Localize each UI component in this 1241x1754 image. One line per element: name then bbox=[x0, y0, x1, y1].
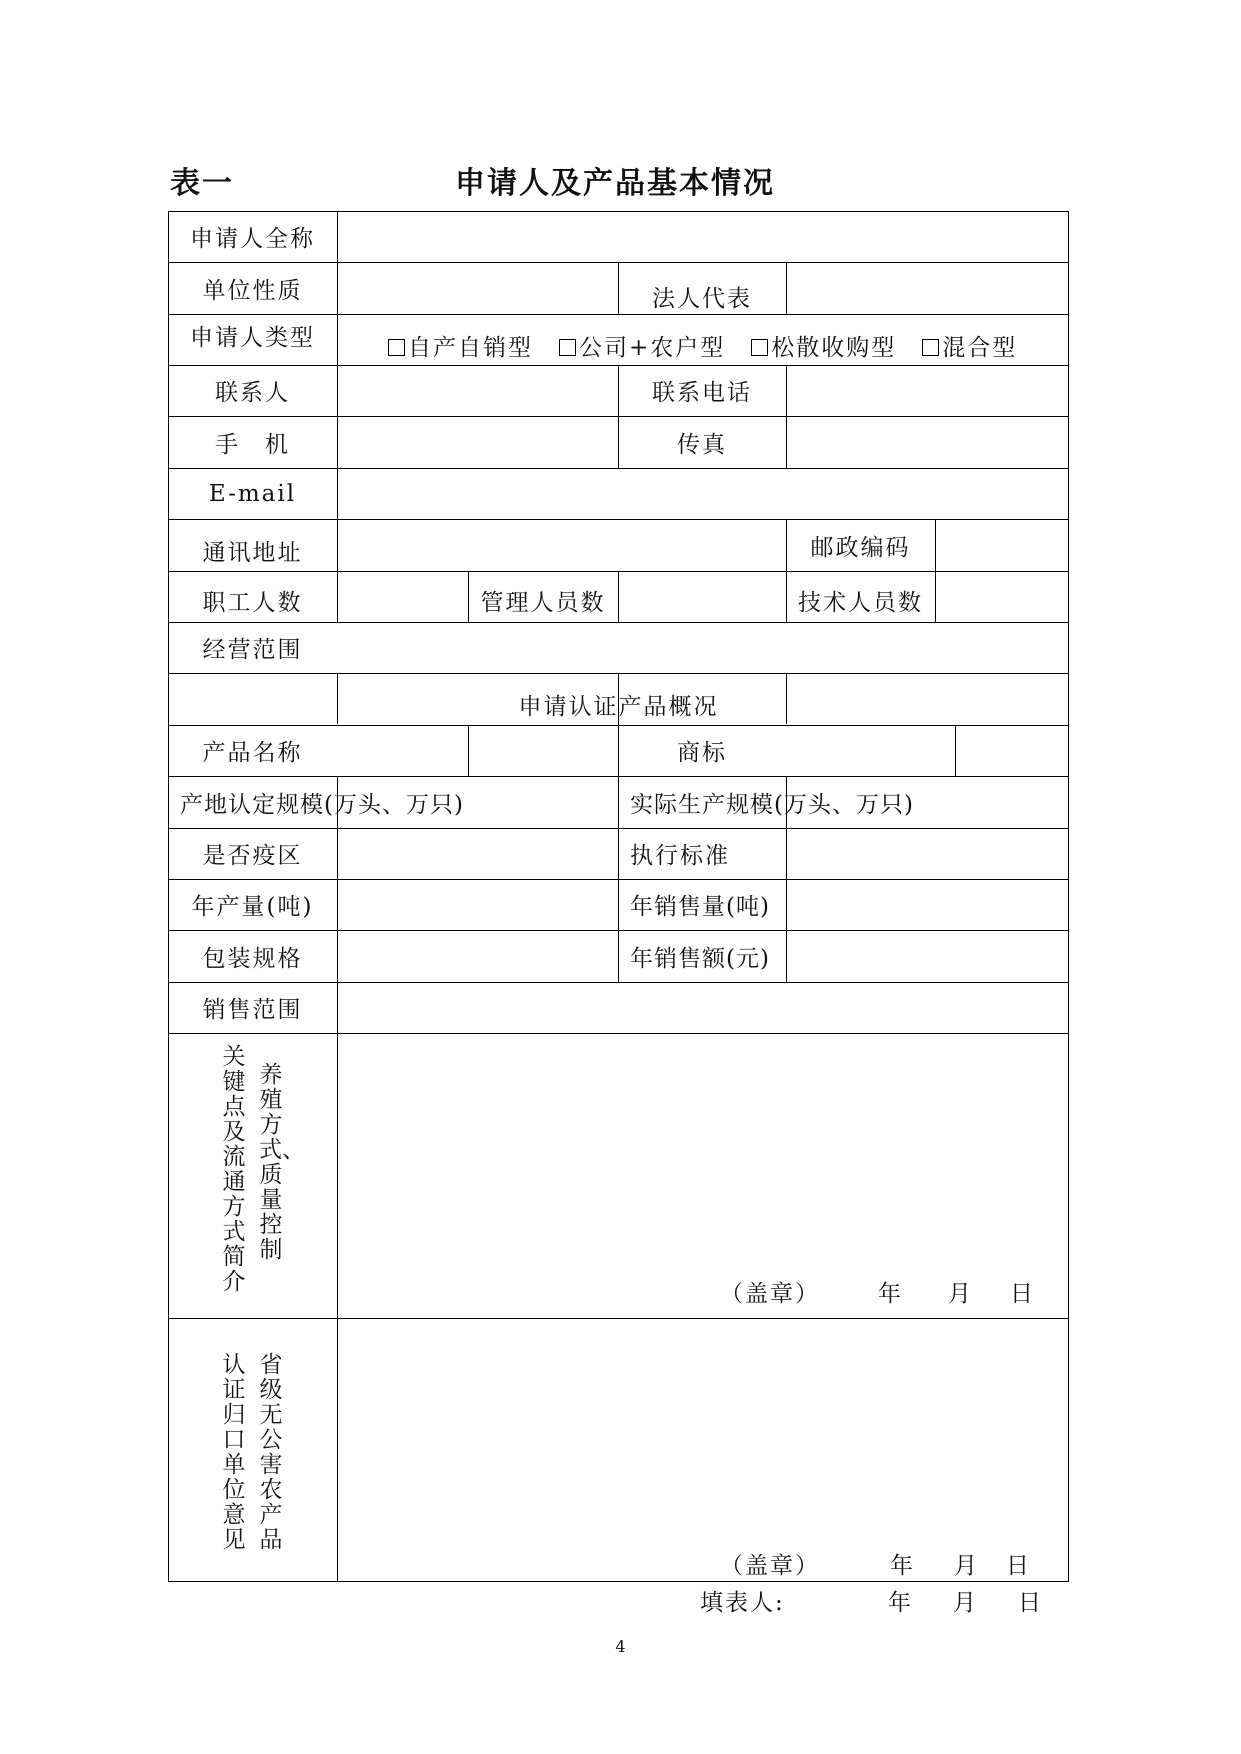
checkbox-icon[interactable] bbox=[388, 339, 405, 356]
option-company-farmer[interactable]: 公司+农户型 bbox=[559, 329, 725, 362]
annual-sales-volume-field[interactable] bbox=[787, 880, 1068, 930]
day-label: 日 bbox=[1006, 1553, 1031, 1579]
option-mixed[interactable]: 混合型 bbox=[922, 329, 1017, 362]
key-points-field[interactable] bbox=[338, 1034, 1068, 1274]
seal-label: （盖章） bbox=[720, 1553, 820, 1579]
page-title: 申请人及产品基本情况 bbox=[455, 166, 775, 201]
annual-sales-amount-field[interactable] bbox=[787, 931, 1068, 982]
email-field[interactable] bbox=[338, 469, 1068, 519]
table-label: 表一 bbox=[170, 166, 234, 201]
year-label: 年 bbox=[878, 1281, 903, 1307]
label-annual-output: 年产量(吨) bbox=[191, 894, 314, 920]
origin-scale-field[interactable] bbox=[469, 777, 618, 828]
section-product-overview: 申请认证产品概况 bbox=[518, 694, 719, 720]
label-packaging: 包装规格 bbox=[202, 945, 303, 972]
day-label: 日 bbox=[1018, 1590, 1043, 1616]
label-applicant-full-name: 申请人全称 bbox=[190, 226, 315, 252]
month-label: 月 bbox=[948, 1281, 973, 1307]
label-mgmt-count: 管理人员数 bbox=[480, 590, 606, 616]
label-business-scope: 经营范围 bbox=[202, 637, 303, 663]
label-epidemic-zone: 是否疫区 bbox=[202, 843, 303, 869]
application-form bbox=[168, 211, 1069, 1582]
option-self-sale[interactable]: 自产自销型 bbox=[388, 329, 533, 362]
label-key-points-col1: 关键点及流通方式简介 bbox=[222, 1044, 246, 1295]
contact-field[interactable] bbox=[338, 366, 618, 416]
label-opinion-col1: 认证归口单位意见 bbox=[222, 1352, 246, 1553]
label-mobile: 手 机 bbox=[215, 431, 290, 458]
label-annual-sales-amount: 年销售额(元) bbox=[630, 945, 770, 972]
seal-label: （盖章） bbox=[720, 1281, 820, 1307]
label-contact: 联系人 bbox=[215, 380, 290, 406]
label-postcode: 邮政编码 bbox=[810, 534, 911, 561]
month-label: 月 bbox=[954, 1553, 979, 1579]
legal-rep-field[interactable] bbox=[787, 263, 1068, 314]
page-number: 4 bbox=[615, 1637, 626, 1656]
checkbox-icon[interactable] bbox=[559, 339, 576, 356]
label-sales-scope: 销售范围 bbox=[202, 997, 303, 1023]
checkbox-icon[interactable] bbox=[922, 339, 939, 356]
year-label: 年 bbox=[888, 1590, 913, 1616]
tech-count-field[interactable] bbox=[936, 572, 1068, 622]
label-contact-phone: 联系电话 bbox=[652, 380, 752, 406]
checkbox-icon[interactable] bbox=[751, 339, 768, 356]
unit-nature-field[interactable] bbox=[338, 263, 618, 314]
label-applicant-type: 申请人类型 bbox=[190, 324, 315, 351]
staff-count-field[interactable] bbox=[338, 572, 468, 622]
business-scope-field[interactable] bbox=[338, 623, 1068, 673]
label-unit-nature: 单位性质 bbox=[202, 277, 303, 304]
label-tech-count: 技术人员数 bbox=[798, 590, 923, 616]
month-label: 月 bbox=[953, 1590, 978, 1616]
label-staff-count: 职工人数 bbox=[202, 590, 303, 616]
product-name-field[interactable] bbox=[338, 726, 618, 776]
label-product-name: 产品名称 bbox=[202, 740, 303, 766]
fax-field[interactable] bbox=[787, 417, 1068, 468]
day-label: 日 bbox=[1010, 1281, 1035, 1307]
address-field[interactable] bbox=[338, 520, 786, 571]
sales-scope-field[interactable] bbox=[338, 983, 1068, 1033]
year-label: 年 bbox=[890, 1553, 915, 1579]
packaging-field[interactable] bbox=[338, 931, 618, 982]
filler-label: 填表人: bbox=[700, 1590, 785, 1616]
applicant-type-options bbox=[388, 319, 1043, 371]
epidemic-zone-field[interactable] bbox=[338, 829, 618, 879]
label-trademark: 商标 bbox=[677, 740, 727, 766]
mgmt-count-field[interactable] bbox=[619, 572, 786, 622]
mobile-field[interactable] bbox=[338, 417, 618, 468]
postcode-field[interactable] bbox=[936, 520, 1068, 571]
label-email: E-mail bbox=[208, 480, 297, 507]
label-origin-scale: 产地认定规模(万头、万只) bbox=[180, 791, 464, 818]
option-loose-purchase[interactable]: 松散收购型 bbox=[751, 329, 896, 362]
label-fax: 传真 bbox=[677, 431, 727, 458]
label-actual-scale: 实际生产规模(万头、万只) bbox=[630, 791, 914, 818]
annual-output-field[interactable] bbox=[338, 880, 618, 930]
label-key-points-col2: 养殖方式、质量控制 bbox=[259, 1062, 305, 1263]
label-address: 通讯地址 bbox=[202, 539, 303, 566]
label-opinion-col2: 省级无公害农产品 bbox=[259, 1352, 283, 1553]
contact-phone-field[interactable] bbox=[787, 366, 1068, 416]
trademark-field[interactable] bbox=[787, 726, 1068, 776]
label-legal-rep: 法人代表 bbox=[652, 285, 752, 312]
opinion-field[interactable] bbox=[338, 1319, 1068, 1539]
actual-scale-field[interactable] bbox=[956, 777, 1068, 828]
label-standard: 执行标准 bbox=[630, 843, 730, 869]
applicant-full-name-field[interactable] bbox=[338, 212, 1068, 262]
label-annual-sales-volume: 年销售量(吨) bbox=[630, 894, 770, 920]
standard-field[interactable] bbox=[787, 829, 1068, 879]
